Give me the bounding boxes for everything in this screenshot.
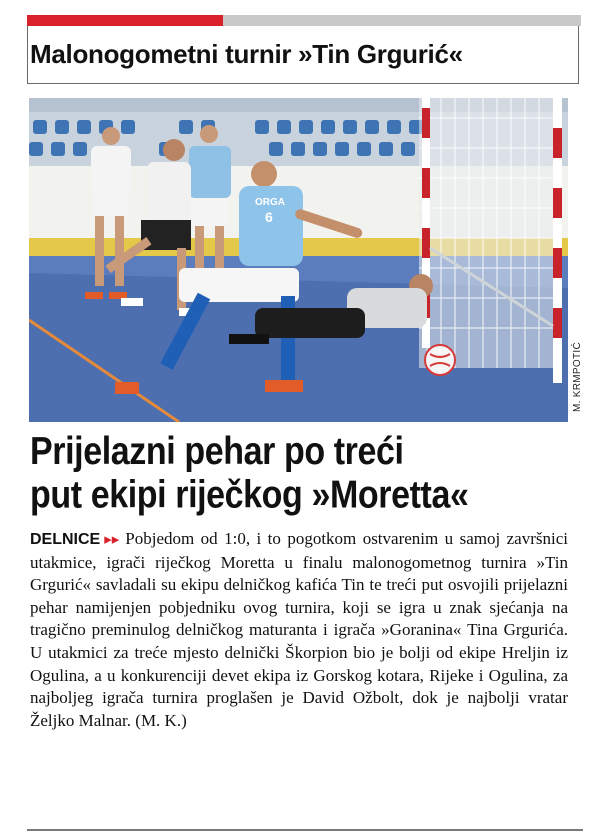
section-bar-grey xyxy=(223,15,581,26)
jersey-number: 6 xyxy=(265,209,273,225)
ball xyxy=(425,345,455,375)
headline-line-1: Prijelazni pehar po treći xyxy=(30,430,404,474)
kicker-title: Malonogometni turnir »Tin Grgurić« xyxy=(30,39,463,69)
section-color-bar xyxy=(27,15,581,26)
futsal-match-illustration xyxy=(29,98,568,422)
article-photo xyxy=(29,98,568,422)
article-body xyxy=(30,528,568,732)
section-bar-red xyxy=(27,15,223,26)
jersey-text: ORGA xyxy=(255,197,285,208)
bottom-rule xyxy=(27,829,583,831)
dateline: DELNICE xyxy=(30,531,101,548)
headline-line-2: put ekipi riječkog »Moretta« xyxy=(30,473,469,517)
article-text: Pobjedom od 1:0, i to pogotkom ostvarenim u samoj završnici utakmice, igrači riječkog Moretta u finalu malonogometnog turnira »Tin Grgurić« savladali su ekipu delničkog kafića Tin te treći put osvojili prijelazni pehar namijenjen pobjedniku ovog turnira, koji se igra u znak sjećanja na tragično preminulog delničkog maturanta i igrača »Goranina« Tina Grgurića. U utakmici za treće mjesto delnički Škorpion bio je bolji od ekipe Hreljin iz Ogulina, a u konkurenciji devet ekipa iz Gorskog kotara, Rijeke i Ogulina, za najboljeg igrača turnira proglašen je David Ožbolt, dok je najbolji vratar Željko Malnar. (M. K.) xyxy=(30,529,568,730)
double-arrow-icon: ▸▸ xyxy=(104,530,120,548)
goal xyxy=(419,98,562,383)
photo-credit: M. KRMPOTIĆ xyxy=(572,342,583,412)
headline xyxy=(30,430,585,517)
